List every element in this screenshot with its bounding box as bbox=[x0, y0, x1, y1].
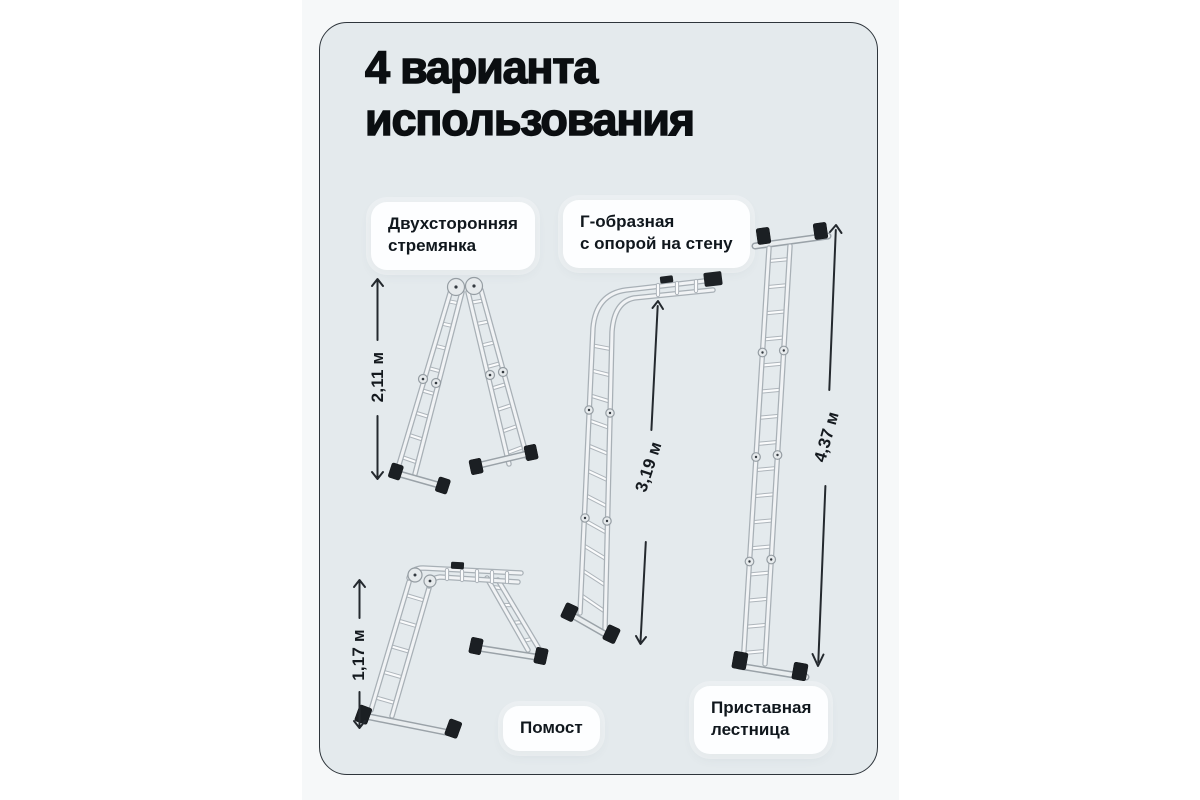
straight-rails bbox=[743, 246, 790, 666]
page-title bbox=[365, 42, 694, 146]
platform-clip bbox=[451, 562, 464, 570]
ladder-stepladder-illustration bbox=[390, 272, 540, 497]
platform-left-leg bbox=[371, 582, 429, 716]
variant-label-platform-line1: Помост bbox=[520, 718, 583, 737]
variant-label-stepladder-line2: стремянка bbox=[388, 236, 477, 256]
lshape-stabilizer bbox=[560, 602, 621, 644]
measure-label-straight: 4,37 м bbox=[810, 409, 843, 465]
platform-stabilizers bbox=[354, 637, 548, 739]
measure-label-stepladder: 2,11 м bbox=[368, 351, 387, 403]
title-line-2: использования bbox=[365, 94, 694, 146]
platform-right-leg bbox=[487, 578, 538, 650]
variant-label-straight-line2: лестница bbox=[711, 720, 790, 740]
variant-label-stepladder-line1: Двухсторонняя bbox=[388, 214, 518, 233]
straight-bottom-bar bbox=[732, 651, 809, 681]
variant-label-stepladder bbox=[371, 202, 535, 270]
stepladder-apex-hinges bbox=[448, 278, 483, 296]
variant-label-lshape-line1: Г-образная bbox=[580, 212, 675, 231]
measure-label-lshape: 3,19 м bbox=[631, 439, 666, 495]
stepladder-right-leg bbox=[468, 290, 527, 464]
variant-label-lshape-line2: с опорой на стену bbox=[580, 234, 733, 254]
variant-label-straight bbox=[694, 686, 828, 754]
variant-label-straight-line1: Приставная bbox=[711, 698, 812, 717]
infographic-canvas bbox=[302, 0, 899, 800]
measure-label-platform: 1,17 м bbox=[349, 629, 368, 681]
title-line-1: 4 варианта bbox=[365, 42, 598, 93]
variant-label-lshape bbox=[563, 200, 750, 268]
stepladder-left-leg bbox=[398, 290, 462, 474]
